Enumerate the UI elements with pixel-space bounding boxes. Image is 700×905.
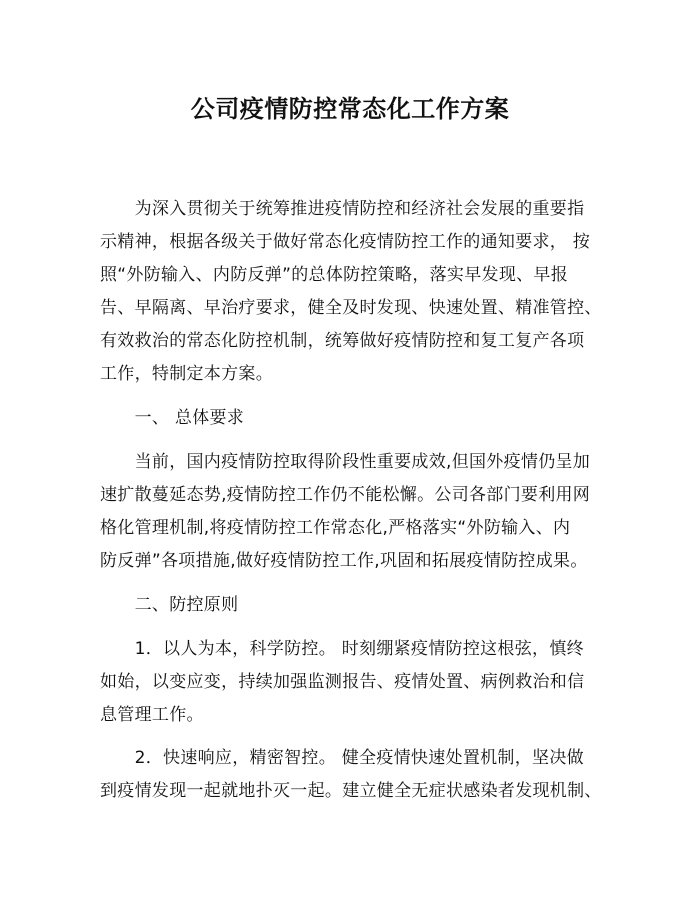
paragraph-line: 1．以人为本，科学防控。 时刻绷紧疫情防控这根弦，慎终 (100, 639, 584, 659)
paragraph-line: 到疫情发现一起就地扑灭一起。建立健全无症状感染者发现机制、 (100, 781, 602, 801)
paragraph-line: 工作，特制定本方案。 (100, 364, 273, 384)
paragraph-line: 防反弹”各项措施,做好疫情防控工作,巩固和拓展疫情防控成果。 (100, 551, 588, 571)
section-heading: 一、 总体要求 (100, 408, 245, 428)
paragraph-line: 格化管理机制,将疫情防控工作常态化,严格落实“外防输入、内 (100, 518, 571, 538)
document-title: 公司疫情防控常态化工作方案 (190, 94, 510, 123)
paragraph-line: 如始，以变应变，持续加强监测报告、疫情处置、病例救治和信 (100, 672, 585, 692)
section-heading: 二、防控原则 (100, 595, 239, 615)
paragraph-line: 速扩散蔓延态势,疫情防控工作仍不能松懈。公司各部门要利用网 (100, 485, 591, 505)
paragraph-line: 当前，国内疫情防控取得阶段性重要成效,但国外疫情仍呈加 (100, 452, 591, 472)
paragraph-line: 示精神，根据各级关于做好常态化疫情防控工作的通知要求， 按 (100, 232, 591, 252)
paragraph-line: 告、早隔离、早治疗要求，健全及时发现、快速处置、精准管控、 (100, 298, 602, 318)
paragraph-line: 2．快速响应，精密智控。 健全疫情快速处置机制，坚决做 (100, 748, 584, 768)
paragraph-line: 为深入贯彻关于统筹推进疫情防控和经济社会发展的重要指 (100, 199, 585, 219)
paragraph-line: 有效救治的常态化防控机制，统筹做好疫情防控和复工复产各项 (100, 331, 585, 351)
paragraph-line: 照“外防输入、内防反弹”的总体防控策略，落实早发现、早报 (100, 265, 569, 285)
paragraph-line: 息管理工作。 (100, 705, 204, 725)
